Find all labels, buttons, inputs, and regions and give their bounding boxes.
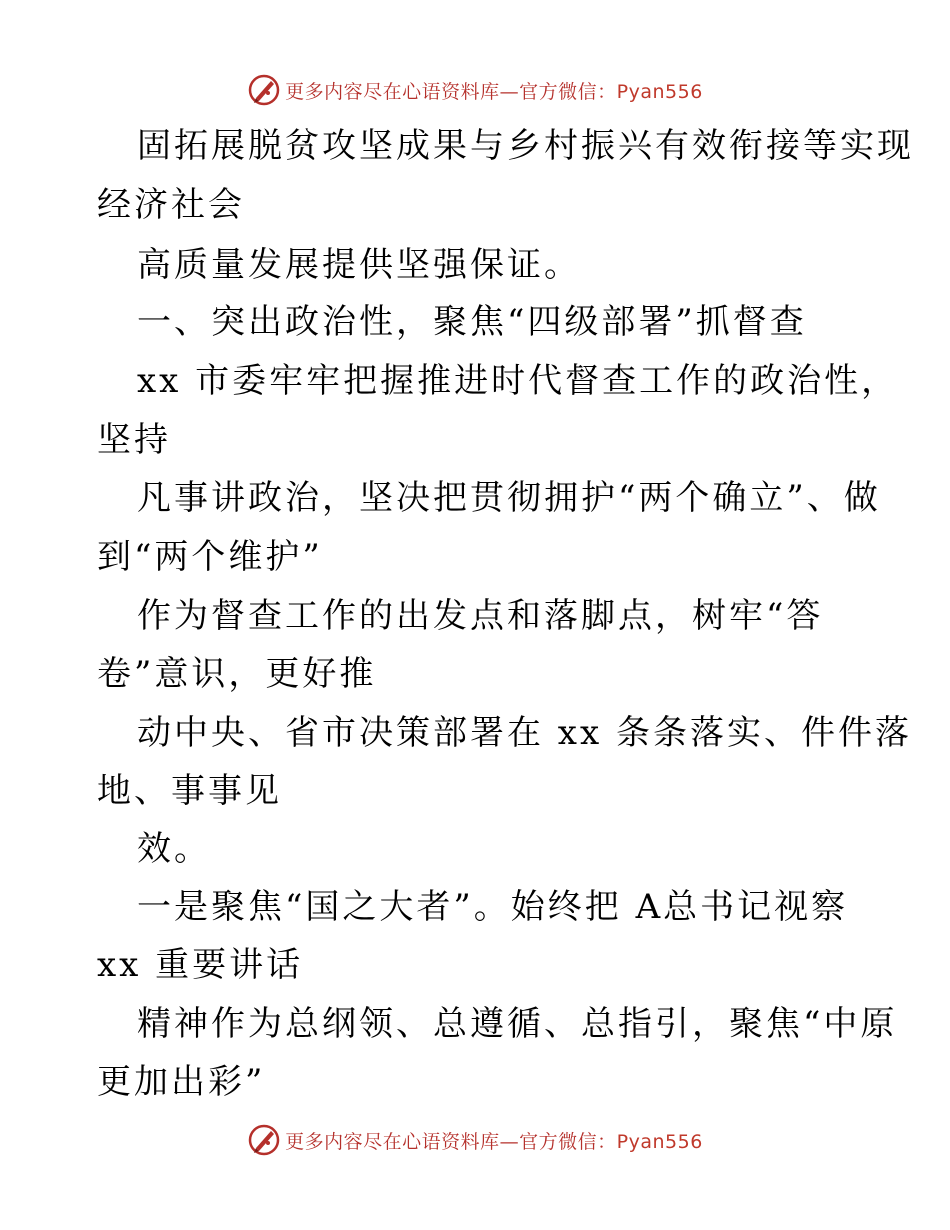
- text-line: xx 市委牢牢把握推进时代督查工作的政治性，: [137, 361, 899, 401]
- watermark-text: 更多内容尽在心语资料库—官方微信：Pyan556: [285, 1130, 703, 1153]
- text-line: 一是聚焦“国之大者”。始终把 A总书记视察: [137, 887, 849, 927]
- text-line: 高质量发展提供坚强保证。: [137, 245, 581, 285]
- watermark-text: 更多内容尽在心语资料库—官方微信：Pyan556: [285, 80, 703, 103]
- text-line: 更加出彩”: [97, 1062, 266, 1102]
- text-line: 动中央、省市决策部署在 xx 条条落实、件件落: [137, 713, 912, 753]
- text-line: 效。: [137, 829, 211, 869]
- text-line: 到“两个维护”: [97, 537, 323, 577]
- text-line: 固拓展脱贫攻坚成果与乡村振兴有效衔接等实现: [137, 126, 914, 166]
- section-heading: 一、突出政治性，聚焦“四级部署”抓督查: [137, 302, 807, 342]
- text-line: 经济社会: [97, 185, 245, 225]
- text-line: 坚持: [97, 420, 171, 460]
- text-line: xx 重要讲话: [97, 945, 304, 985]
- text-line: 地、事事见: [97, 771, 282, 811]
- watermark-footer: [0, 1120, 950, 1160]
- pen-seal-logo-icon: [247, 1123, 281, 1157]
- text-line: 卷”意识，更好推: [97, 654, 377, 694]
- text-line: 作为督查工作的出发点和落脚点，树牢“答: [137, 596, 824, 636]
- text-line: 凡事讲政治，坚决把贯彻拥护“两个确立”、做: [137, 478, 881, 518]
- text-line: 精神作为总纲领、总遵循、总指引，聚焦“中原: [137, 1004, 898, 1044]
